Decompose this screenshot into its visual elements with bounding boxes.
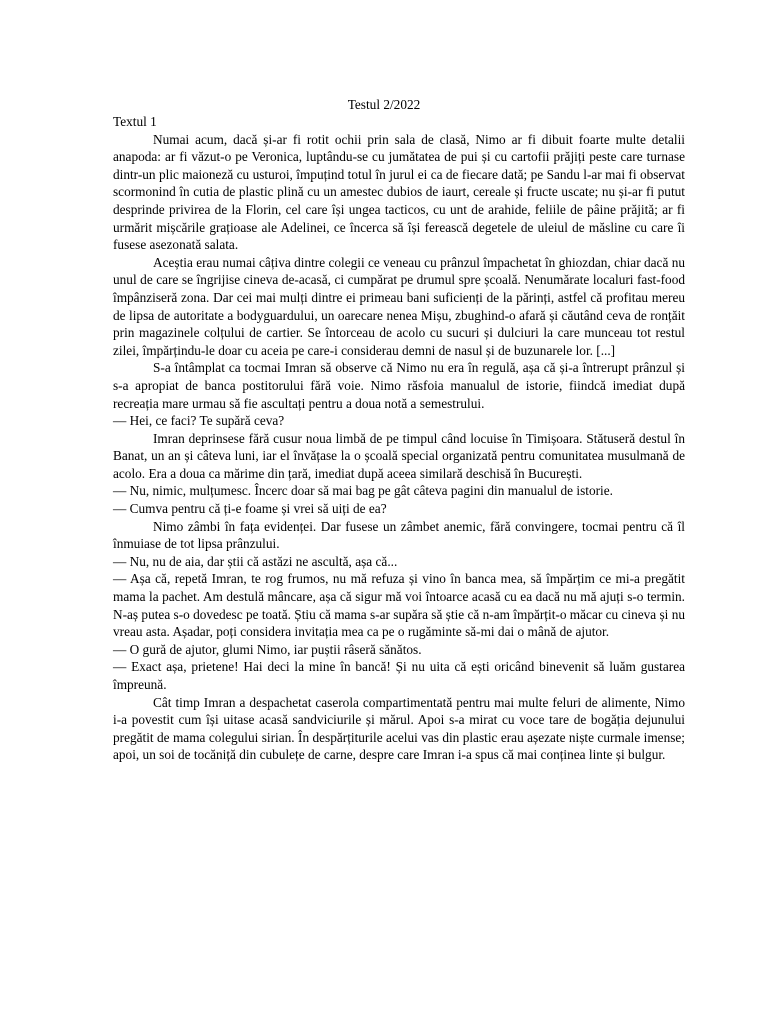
paragraph-5: Nimo zâmbi în fața evidenței. Dar fusese un zâmbet anemic, fără convingere, tocmai pentru că îl înmuiase de tot lipsa prânzului. [113, 518, 685, 552]
dialogue-line-4: — Nu, nu de aia, dar știi că astăzi ne ascultă, așa că... [113, 553, 398, 569]
document-title: Testul 2/2022 [347, 97, 421, 112]
paragraph-6: Cât timp Imran a despachetat caserola compartimentată pentru mai multe feluri de alimente, Nimo i-a povestit cum își uitase acasă sandviciurile și mărul. Apoi s-a mirat cu voce tare de bogăția dejunului pregătit de mama colegului sirian. În despărțiturile acelui vas din plastic erau așezate niște curmale imense; apoi, un soi de tocăniță din cubulețe de carne, despre care Imran i-a spus că mai conținea linte și bulgur. [113, 694, 685, 763]
paragraph-2: Aceștia erau numai câțiva dintre colegii ce veneau cu prânzul împachetat în ghiozdan, chiar dacă nu unul de care se îngrijise cineva de-acasă, ci cumpărat pe drumul spre școală. Nenumărate localuri fast-food împânziseră zona. Dar cei mai mulți dintre ei primeau bani suficienți de la părinți, astfel că profitau mereu de lipsa de autoritate a bodyguardului, un oarecare nenea Mișu, zbughind-o afară și căutând ceva de ronțăit prin magazinele colțului de cartier. Se întorceau de acolo cu sucuri și dulciuri la care munceau tot restul zilei, împărțindu-le doar cu aceia pe care-i considerau demni de nasul și de buzunarele lor. [...] [113, 254, 685, 358]
dialogue-line-7: — Exact așa, prietene! Hai deci la mine în bancă! Și nu uita că ești oricând binevenit să luăm gustarea împreună. [113, 659, 685, 692]
paragraph-1: Numai acum, dacă și-ar fi rotit ochii prin sala de clasă, Nimo ar fi dibuit foarte multe detalii anapoda: ar fi văzut-o pe Veronica, luptându-se cu jumătatea de pui și cu cartofii prăjiți peste care turnase dintr-un plic maioneză cu usturoi, împuțind totul în jurul ei ca de fiecare dată; pe Sandu l-ar mai fi observat scormonind în cutia de plastic plină cu un amestec dubios de iaurt, cereale și fructe uscate; nu și-ar fi putut desprinde privirea de la Florin, cel care își ungea tacticos, cu unt de arahide, feliile de pâine prăjită; ar fi urmărit mișcările grațioase ale Adelinei, ce încerca să își ferească degetele de uleiul de măsline cu care îi fusese asezonată salata. [113, 131, 685, 253]
dialogue-line-3: — Cumva pentru că ți-e foame și vrei să uiți de ea? [113, 501, 387, 517]
paragraph-4: Imran deprinsese fără cusur noua limbă de pe timpul când locuise în Timișoara. Stătuseră destul în Banat, un an și câteva luni, iar el învățase la o școală special organizată pentru comunitatea musulmană de acolo. Era a doua ca mărime din țară, imediat după aceea similară deschisă în București. [113, 430, 685, 481]
dialogue-line-1: — Hei, ce faci? Te supără ceva? [113, 413, 285, 429]
document-body [113, 113, 685, 764]
section-heading: Textul 1 [113, 114, 157, 129]
dialogue-line-6: — O gură de ajutor, glumi Nimo, iar puștii râseră sănătos. [113, 641, 422, 657]
dialogue-line-2: — Nu, nimic, mulțumesc. Încerc doar să mai bag pe gât câteva pagini din manualul de istorie. [113, 483, 613, 499]
dialogue-line-5: — Așa că, repetă Imran, te rog frumos, nu mă refuza și vino în banca mea, să împărțim ce mi-a pregătit mama la pachet. Am destulă mâncare, așa că sigur mă voi întoarce acasă cu ea dacă nu mă ajuți s-o termin. N-aș putea s-o dovedesc pe toată. Știu că mama s-ar supăra să știe că n-am împărțit-o măcar cu cineva și nu vreau asta. Așadar, poți considera invitația mea ca pe o rugăminte să-mi dai o mână de ajutor. [113, 571, 685, 640]
paragraph-3: S-a întâmplat ca tocmai Imran să observe că Nimo nu era în regulă, așa că și-a întrerupt prânzul și s-a apropiat de banca postitorului fără voie. Nimo răsfoia manualul de istorie, fiindcă imediat după recreația mare urmau să fie ascultați pentru a doua notă a semestrului. [113, 360, 685, 411]
